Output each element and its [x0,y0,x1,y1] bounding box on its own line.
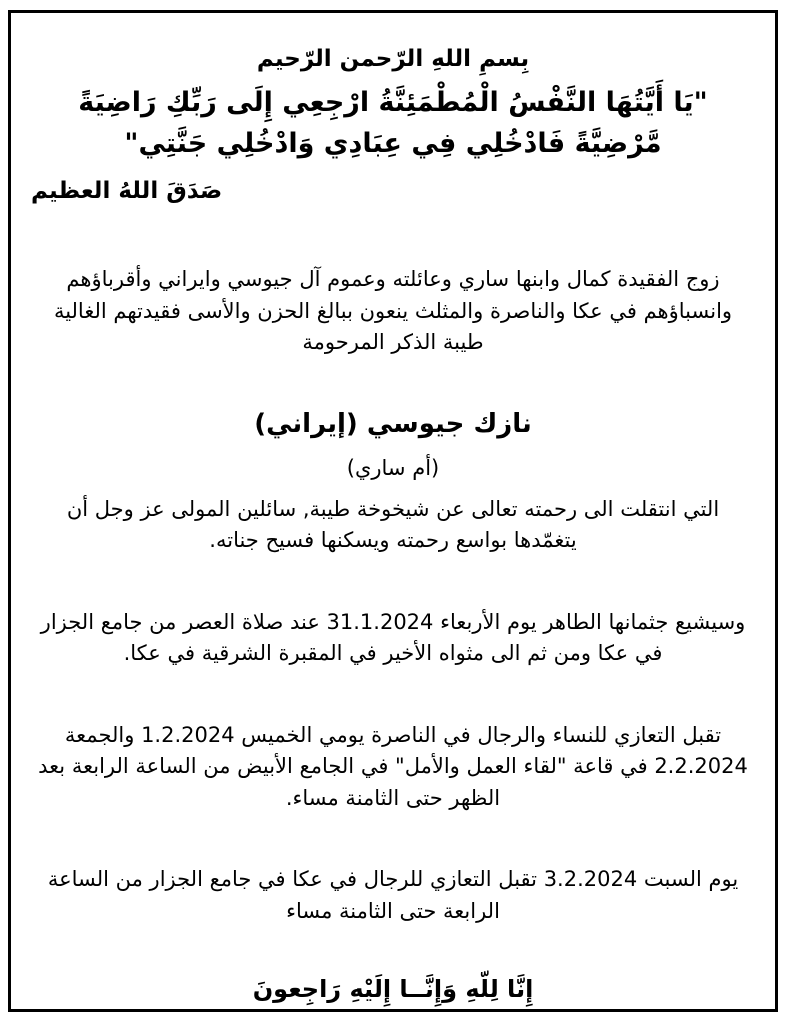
quran-verse: "يَا أَيَّتُهَا النَّفْسُ الْمُطْمَئِنَّةُ ارْجِعِي إِلَى رَبِّكِ رَاضِيَةً مَّرْضِيَّةً فَادْخُلِي فِي عِبَادِي وَادْخُلِي جَنَّتِي" [78,87,708,159]
deceased-name: نازك جيوسي (إيراني) [254,408,532,439]
condolences-nazareth-paragraph: تقبل التعازي للنساء والرجال في الناصرة يومي الخميس 1.2.2024 والجمعة 2.2.2024 في قاعة "لقاء العمل والأمل" في الجامع الأبيض من الساعة الرابعة بعد الظهر حتى الثامنة مساء. [38,722,748,810]
deceased-kunya: (أم ساري) [346,455,440,480]
sadaqa-allah-line: صَدَقَ اللهُ العظيم [31,178,223,205]
passing-paragraph: التي انتقلت الى رحمته تعالى عن شيخوخة طيبة, سائلين المولى عز وجل أن يتغمّدها بواسع رحمته ويسكنها فسيح جناته. [66,496,720,553]
family-announcement-paragraph: زوج الفقيدة كمال وابنها ساري وعائلته وعموم آل جيوسي وايراني وأقرباؤهم وانسباؤهم في عكا والناصرة والمثلث ينعون ببالغ الحزن والأسى فقيدتهم الغالية طيبة الذكر المرحومة [53,267,733,355]
basmala-heading: بِسمِ اللهِ الرّحمن الرّحيم [256,46,530,72]
istirja-closing-verse: إِنَّا لِلّهِ وَإِنَّــا إِلَيْهِ رَاجِعونَ [252,975,534,1004]
funeral-procession-paragraph: وسيشيع جثمانها الطاهر يوم الأربعاء 31.1.2024 عند صلاة العصر من جامع الجزار في عكا ومن ثم الى مثواه الأخير في المقبرة الشرقية في عكا. [40,609,746,666]
obituary-page [8,10,778,1012]
condolences-akka-saturday-paragraph: يوم السبت 3.2.2024 تقبل التعازي للرجال في عكا في جامع الجزار من الساعة الرابعة حتى الثامنة مساء [47,867,739,923]
